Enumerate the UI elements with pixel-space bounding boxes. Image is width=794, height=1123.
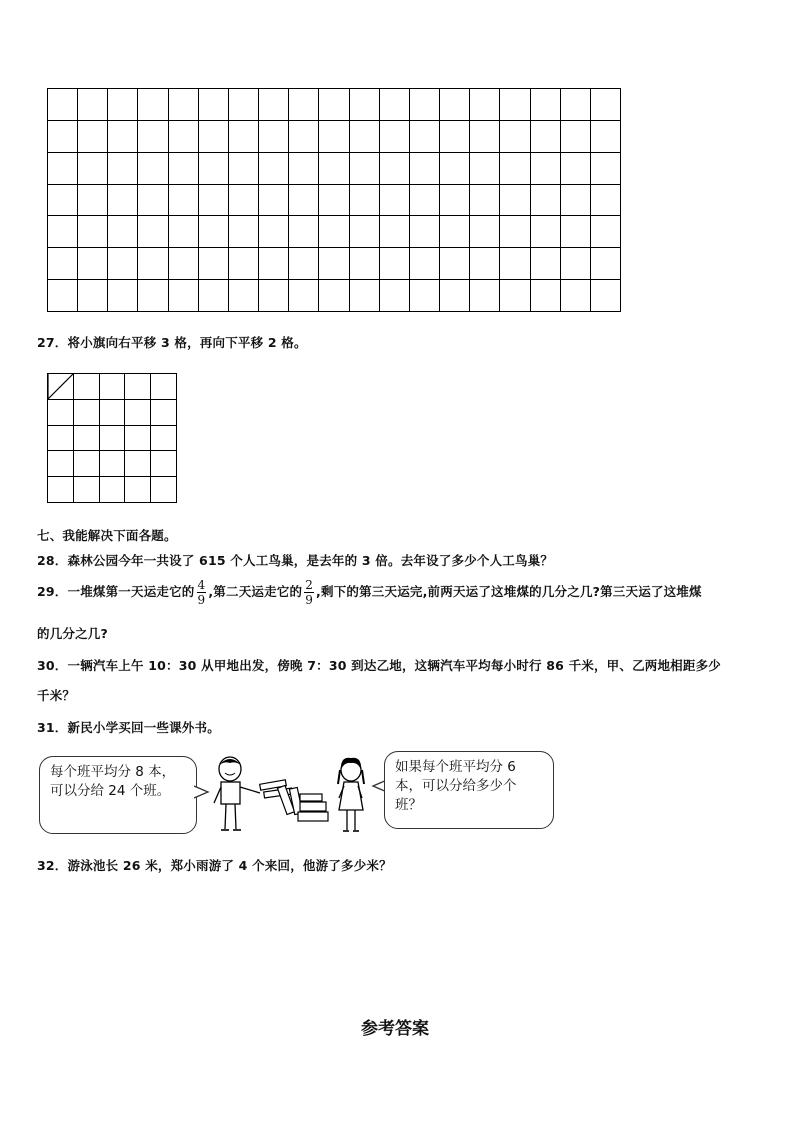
grid-cell [410, 280, 440, 312]
grid-cell [319, 216, 349, 248]
grid-cell [531, 216, 561, 248]
grid-cell [289, 89, 319, 121]
grid-cell [48, 185, 78, 217]
question-30-line2: 千米？ [37, 688, 76, 703]
grid-cell [48, 121, 78, 153]
grid-cell [591, 121, 621, 153]
grid-cell [561, 185, 591, 217]
grid-cell [74, 426, 100, 452]
grid-cell [531, 153, 561, 185]
books-stack-icon [258, 776, 334, 826]
grid-cell [151, 477, 177, 503]
grid-cell [169, 153, 199, 185]
grid-cell [531, 185, 561, 217]
grid-cell [199, 280, 229, 312]
grid-cell [74, 451, 100, 477]
grid-cell [561, 121, 591, 153]
girl-illustration-icon [334, 756, 370, 834]
grid-cell [591, 185, 621, 217]
grid-cell [138, 153, 168, 185]
grid-cell [151, 426, 177, 452]
grid-cell [108, 185, 138, 217]
grid-cell [78, 185, 108, 217]
grid-cell [410, 89, 440, 121]
grid-cell [531, 121, 561, 153]
grid-cell [100, 426, 126, 452]
grid-cell [319, 248, 349, 280]
grid-cell [169, 121, 199, 153]
question-29 [37, 578, 702, 607]
grid-cell [319, 280, 349, 312]
speech-bubble-girl: 如果每个班平均分 6 本，可以分给多少个班？ [384, 751, 554, 829]
speech-bubble-boy: 每个班平均分 8 本，可以分给 24 个班。 [39, 756, 197, 834]
grid-cell [259, 153, 289, 185]
grid-cell [48, 89, 78, 121]
grid-cell [289, 216, 319, 248]
grid-cell [259, 185, 289, 217]
grid-cell [591, 89, 621, 121]
grid-cell [561, 89, 591, 121]
grid-cell [289, 280, 319, 312]
grid-cell [78, 153, 108, 185]
grid-cell [380, 121, 410, 153]
grid-cell [319, 185, 349, 217]
grid-cell [125, 374, 151, 400]
grid-cell [350, 121, 380, 153]
grid-cell [380, 216, 410, 248]
grid-cell [199, 121, 229, 153]
grid-cell [78, 121, 108, 153]
grid-cell [125, 451, 151, 477]
answers-title: 参考答案 [361, 1019, 429, 1039]
grid-cell [199, 216, 229, 248]
grid-cell [410, 121, 440, 153]
grid-cell [169, 185, 199, 217]
grid-cell [440, 185, 470, 217]
grid-cell [169, 89, 199, 121]
grid-cell [229, 216, 259, 248]
grid-cell [108, 153, 138, 185]
grid-cell [500, 185, 530, 217]
grid-cell [74, 374, 100, 400]
grid-cell [138, 89, 168, 121]
grid-cell [500, 121, 530, 153]
question-31: 31．新民小学买回一些课外书。 [37, 720, 220, 735]
grid-cell [199, 89, 229, 121]
grid-cell [229, 248, 259, 280]
grid-cell [380, 248, 410, 280]
grid-cell [199, 248, 229, 280]
grid-cell [78, 89, 108, 121]
grid-cell [78, 280, 108, 312]
grid-cell [410, 216, 440, 248]
grid-cell [531, 89, 561, 121]
grid-cell [470, 153, 500, 185]
grid-cell [125, 477, 151, 503]
grid-cell [319, 121, 349, 153]
grid-cell [108, 248, 138, 280]
grid-cell [108, 216, 138, 248]
grid-cell [591, 248, 621, 280]
grid-cell [169, 248, 199, 280]
grid-cell [125, 400, 151, 426]
grid-cell [151, 400, 177, 426]
grid-cell [229, 185, 259, 217]
grid-cell [48, 477, 74, 503]
grid-cell [48, 248, 78, 280]
grid-cell [531, 280, 561, 312]
grid-cell [470, 89, 500, 121]
grid-cell [48, 216, 78, 248]
grid-cell [470, 216, 500, 248]
grid-cell [440, 280, 470, 312]
grid-cell [108, 121, 138, 153]
grid-cell [199, 153, 229, 185]
question-28: 28．森林公园今年一共设了 615 个人工鸟巢，是去年的 3 倍。去年设了多少个人工鸟巢？ [37, 553, 554, 568]
grid-cell [229, 121, 259, 153]
grid-cell [350, 248, 380, 280]
grid-cell [125, 426, 151, 452]
grid-cell [440, 89, 470, 121]
grid-cell [138, 216, 168, 248]
grid-cell [410, 153, 440, 185]
grid-cell [319, 89, 349, 121]
flag-icon [47, 373, 74, 400]
grid-cell [48, 153, 78, 185]
grid-cell [380, 153, 410, 185]
grid-cell [561, 280, 591, 312]
grid-cell [138, 248, 168, 280]
grid-cell [199, 185, 229, 217]
q29-part2: ,第二天运走它的 [208, 584, 303, 599]
grid-cell [531, 248, 561, 280]
grid-cell [470, 185, 500, 217]
q29-part3: ,剩下的第三天运完,前两天运了这堆煤的几分之几?第三天运了这堆煤 [316, 584, 702, 599]
section-heading: 七、我能解决下面各题。 [37, 528, 177, 543]
grid-cell [100, 374, 126, 400]
grid-cell [100, 451, 126, 477]
grid-cell [500, 280, 530, 312]
grid-cell [500, 248, 530, 280]
grid-cell [440, 216, 470, 248]
grid-cell [48, 400, 74, 426]
grid-cell [380, 89, 410, 121]
grid-cell [470, 280, 500, 312]
grid-cell [259, 121, 289, 153]
grid-cell [289, 185, 319, 217]
grid-cell [259, 248, 289, 280]
question-30-line1: 30．一辆汽车上午 10：30 从甲地出发，傍晚 7：30 到达乙地，这辆汽车平均每小时行 86 千米，甲、乙两地相距多少 [37, 658, 721, 673]
grid-cell [259, 89, 289, 121]
grid-cell [470, 248, 500, 280]
grid-cell [108, 280, 138, 312]
q29-part1: 29．一堆煤第一天运走它的 [37, 584, 195, 599]
grid-cell [350, 185, 380, 217]
grid-cell [440, 121, 470, 153]
grid-cell [380, 280, 410, 312]
grid-cell [350, 89, 380, 121]
question-29-line2: 的几分之几? [37, 626, 108, 641]
grid-cell [74, 477, 100, 503]
grid-cell [440, 248, 470, 280]
grid-cell [169, 216, 199, 248]
grid-cell [138, 280, 168, 312]
grid-cell [74, 400, 100, 426]
grid-cell [151, 451, 177, 477]
fraction-2-9: $\frac{2}{9}$ [305, 578, 314, 607]
grid-cell [289, 248, 319, 280]
grid-cell [561, 153, 591, 185]
grid-cell [108, 89, 138, 121]
grid-cell [470, 121, 500, 153]
grid-cell [259, 216, 289, 248]
grid-cell [500, 89, 530, 121]
grid-cell [259, 280, 289, 312]
question-32: 32．游泳池长 26 米，郑小雨游了 4 个来回，他游了多少米？ [37, 858, 392, 873]
grid-cell [138, 185, 168, 217]
grid-cell [78, 216, 108, 248]
grid-cell [48, 280, 78, 312]
grid-cell [410, 185, 440, 217]
large-square-grid [47, 88, 621, 312]
grid-cell [410, 248, 440, 280]
grid-cell [440, 153, 470, 185]
grid-cell [48, 426, 74, 452]
grid-cell [591, 216, 621, 248]
grid-cell [561, 216, 591, 248]
grid-cell [78, 248, 108, 280]
grid-cell [138, 121, 168, 153]
grid-cell [350, 280, 380, 312]
grid-cell [169, 280, 199, 312]
grid-cell [319, 153, 349, 185]
grid-cell [100, 477, 126, 503]
grid-cell [229, 280, 259, 312]
grid-cell [500, 216, 530, 248]
grid-cell [500, 153, 530, 185]
grid-cell [151, 374, 177, 400]
grid-cell [229, 89, 259, 121]
question-27: 27．将小旗向右平移 3 格，再向下平移 2 格。 [37, 335, 307, 350]
grid-cell [350, 153, 380, 185]
grid-cell [289, 121, 319, 153]
boy-illustration-icon [205, 755, 263, 833]
grid-cell [591, 280, 621, 312]
grid-cell [561, 248, 591, 280]
grid-cell [591, 153, 621, 185]
grid-cell [289, 153, 319, 185]
fraction-4-9: $\frac{4}{9}$ [197, 578, 206, 607]
grid-cell [229, 153, 259, 185]
grid-cell [48, 451, 74, 477]
grid-cell [380, 185, 410, 217]
grid-cell [350, 216, 380, 248]
grid-cell [100, 400, 126, 426]
